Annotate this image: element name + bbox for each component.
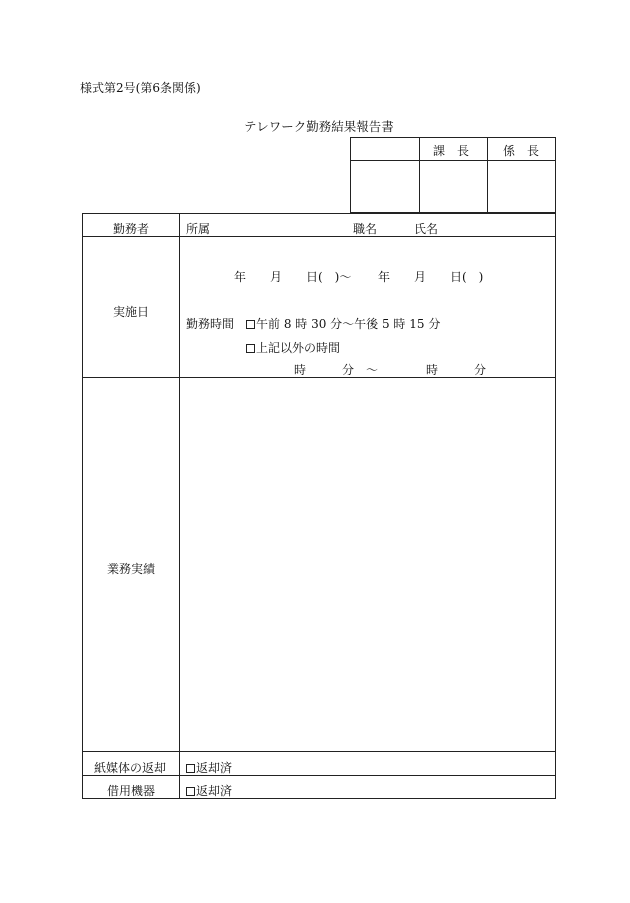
page-title: テレワーク勤務結果報告書 bbox=[244, 119, 394, 134]
section-chief-stamp-field[interactable] bbox=[420, 161, 486, 212]
paper-return-label: 紙媒体の返却 bbox=[94, 761, 167, 775]
position-label: 職名 bbox=[353, 222, 378, 236]
date-from-day: 日( )〜 bbox=[306, 270, 352, 284]
form-number: 様式第2号(第6条関係) bbox=[80, 81, 201, 95]
affiliation-label: 所属 bbox=[186, 222, 211, 236]
date-from-month: 月 bbox=[270, 270, 283, 284]
standard-hours-checkbox[interactable] bbox=[246, 320, 255, 329]
name-field[interactable] bbox=[440, 216, 552, 234]
name-label: 氏名 bbox=[414, 222, 439, 236]
affiliation-field[interactable] bbox=[212, 216, 348, 234]
equipment-return-option[interactable] bbox=[186, 785, 232, 797]
date-to-month: 月 bbox=[414, 270, 427, 284]
time-min-1: 分 〜 bbox=[342, 363, 379, 377]
row-divider-worker bbox=[82, 236, 556, 237]
table-label-column-divider bbox=[179, 213, 180, 799]
other-hours-text: 上記以外の時間 bbox=[256, 341, 341, 355]
work-hours-label: 勤務時間 bbox=[186, 317, 235, 331]
staff-chief-stamp-field[interactable] bbox=[488, 161, 555, 212]
time-hour-2: 時 bbox=[426, 363, 439, 377]
paper-return-option[interactable] bbox=[186, 762, 232, 774]
equipment-return-text: 返却済 bbox=[196, 784, 233, 798]
paper-return-text: 返却済 bbox=[196, 761, 233, 775]
worker-label: 勤務者 bbox=[113, 222, 150, 236]
other-hours-checkbox[interactable] bbox=[246, 344, 255, 353]
time-hour-1: 時 bbox=[294, 363, 307, 377]
date-from-year: 年 bbox=[234, 270, 247, 284]
date-to-day: 日( ) bbox=[450, 270, 484, 284]
time-min-2: 分 bbox=[474, 363, 487, 377]
standard-hours-text: 午前 8 時 30 分〜午後 5 時 15 分 bbox=[256, 317, 441, 331]
option-other-hours[interactable] bbox=[246, 342, 340, 354]
paper-return-checkbox[interactable] bbox=[186, 764, 195, 773]
row-divider-results bbox=[82, 751, 556, 752]
option-standard-hours[interactable] bbox=[246, 318, 440, 330]
date-label: 実施日 bbox=[113, 305, 150, 319]
date-to-year: 年 bbox=[378, 270, 391, 284]
equipment-return-checkbox[interactable] bbox=[186, 787, 195, 796]
row-divider-date bbox=[82, 377, 556, 378]
staff-chief-label: 係 長 bbox=[503, 144, 540, 158]
results-field[interactable] bbox=[182, 380, 553, 749]
results-label: 業務実績 bbox=[107, 562, 156, 576]
equipment-label: 借用機器 bbox=[107, 784, 156, 798]
position-field[interactable] bbox=[379, 216, 411, 234]
section-chief-label: 課 長 bbox=[433, 144, 470, 158]
row-divider-paper bbox=[82, 775, 556, 776]
